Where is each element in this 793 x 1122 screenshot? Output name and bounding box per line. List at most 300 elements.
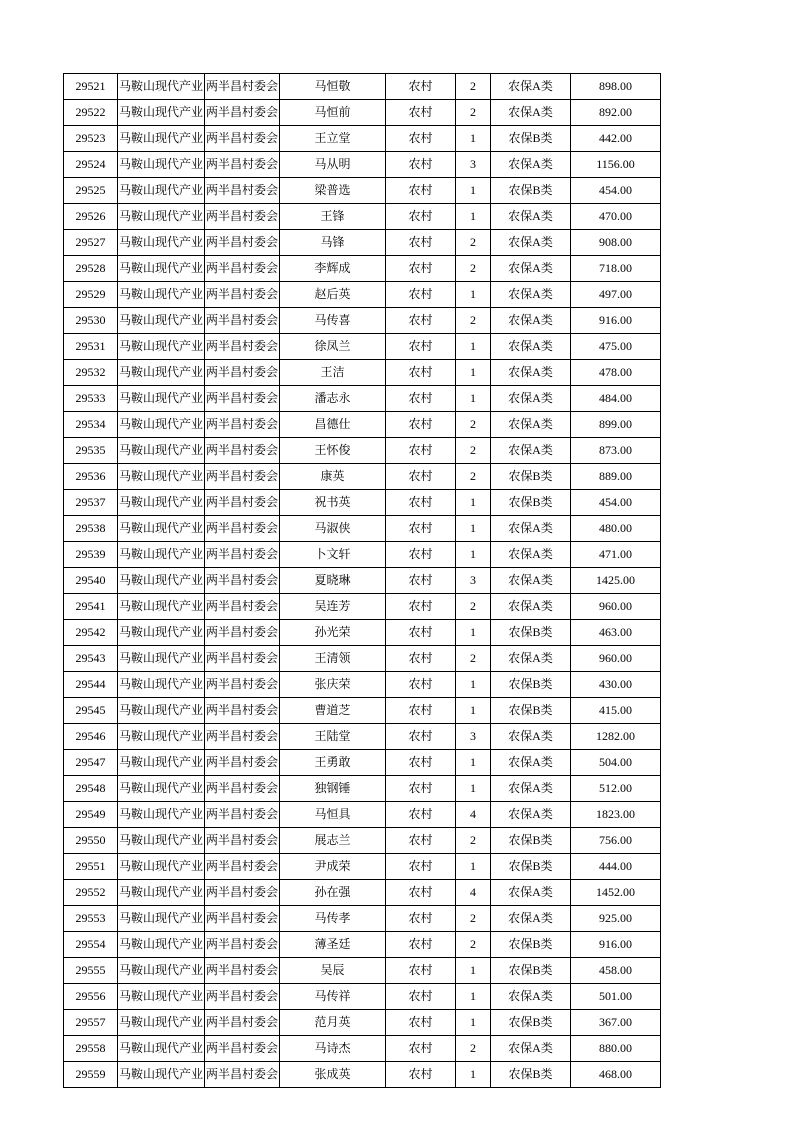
cell-village: 两半昌村委会: [205, 204, 280, 230]
cell-id: 29536: [64, 464, 118, 490]
cell-id: 29533: [64, 386, 118, 412]
table-row: [64, 334, 661, 360]
table-body: [64, 74, 661, 1088]
cell-name: 张成英: [280, 1062, 386, 1088]
cell-category: 农保A类: [491, 74, 571, 100]
cell-count: 2: [456, 906, 491, 932]
cell-id: 29525: [64, 178, 118, 204]
cell-amount: 718.00: [571, 256, 661, 282]
cell-type: 农村: [386, 750, 456, 776]
cell-name: 王洁: [280, 360, 386, 386]
cell-amount: 475.00: [571, 334, 661, 360]
cell-zone: 马鞍山现代产业: [118, 230, 205, 256]
cell-village: 两半昌村委会: [205, 880, 280, 906]
cell-amount: 497.00: [571, 282, 661, 308]
cell-amount: 898.00: [571, 74, 661, 100]
table-row: [64, 74, 661, 100]
table-row: [64, 282, 661, 308]
cell-zone: 马鞍山现代产业: [118, 620, 205, 646]
cell-type: 农村: [386, 594, 456, 620]
cell-village: 两半昌村委会: [205, 854, 280, 880]
cell-village: 两半昌村委会: [205, 490, 280, 516]
cell-count: 2: [456, 438, 491, 464]
cell-category: 农保B类: [491, 126, 571, 152]
cell-count: 1: [456, 204, 491, 230]
cell-category: 农保B类: [491, 828, 571, 854]
cell-id: 29528: [64, 256, 118, 282]
cell-name: 赵后英: [280, 282, 386, 308]
cell-category: 农保B类: [491, 464, 571, 490]
cell-name: 吴连芳: [280, 594, 386, 620]
cell-type: 农村: [386, 230, 456, 256]
cell-category: 农保A类: [491, 438, 571, 464]
table-row: [64, 568, 661, 594]
cell-name: 马锋: [280, 230, 386, 256]
cell-id: 29559: [64, 1062, 118, 1088]
cell-count: 2: [456, 100, 491, 126]
cell-count: 1: [456, 620, 491, 646]
cell-count: 2: [456, 646, 491, 672]
cell-id: 29540: [64, 568, 118, 594]
cell-zone: 马鞍山现代产业: [118, 412, 205, 438]
cell-village: 两半昌村委会: [205, 334, 280, 360]
cell-count: 1: [456, 178, 491, 204]
cell-zone: 马鞍山现代产业: [118, 256, 205, 282]
cell-count: 2: [456, 828, 491, 854]
cell-category: 农保A类: [491, 984, 571, 1010]
cell-zone: 马鞍山现代产业: [118, 958, 205, 984]
cell-village: 两半昌村委会: [205, 958, 280, 984]
cell-id: 29524: [64, 152, 118, 178]
cell-id: 29541: [64, 594, 118, 620]
cell-category: 农保A类: [491, 568, 571, 594]
cell-id: 29521: [64, 74, 118, 100]
cell-count: 1: [456, 282, 491, 308]
cell-category: 农保A类: [491, 802, 571, 828]
table-row: [64, 1062, 661, 1088]
cell-type: 农村: [386, 906, 456, 932]
table-row: [64, 698, 661, 724]
table-row: [64, 360, 661, 386]
table-row: [64, 542, 661, 568]
cell-amount: 468.00: [571, 1062, 661, 1088]
cell-amount: 478.00: [571, 360, 661, 386]
table-row: [64, 230, 661, 256]
cell-village: 两半昌村委会: [205, 412, 280, 438]
cell-count: 1: [456, 126, 491, 152]
table-row: [64, 308, 661, 334]
cell-type: 农村: [386, 724, 456, 750]
cell-type: 农村: [386, 490, 456, 516]
cell-type: 农村: [386, 386, 456, 412]
cell-zone: 马鞍山现代产业: [118, 490, 205, 516]
cell-name: 马传喜: [280, 308, 386, 334]
cell-name: 展志兰: [280, 828, 386, 854]
cell-id: 29551: [64, 854, 118, 880]
cell-amount: 925.00: [571, 906, 661, 932]
cell-village: 两半昌村委会: [205, 776, 280, 802]
cell-village: 两半昌村委会: [205, 984, 280, 1010]
cell-type: 农村: [386, 152, 456, 178]
cell-village: 两半昌村委会: [205, 1062, 280, 1088]
cell-type: 农村: [386, 412, 456, 438]
cell-category: 农保A类: [491, 1036, 571, 1062]
cell-amount: 463.00: [571, 620, 661, 646]
cell-village: 两半昌村委会: [205, 100, 280, 126]
cell-zone: 马鞍山现代产业: [118, 1062, 205, 1088]
cell-type: 农村: [386, 308, 456, 334]
cell-count: 1: [456, 542, 491, 568]
cell-amount: 899.00: [571, 412, 661, 438]
cell-type: 农村: [386, 542, 456, 568]
cell-category: 农保A类: [491, 880, 571, 906]
cell-category: 农保B类: [491, 698, 571, 724]
cell-zone: 马鞍山现代产业: [118, 776, 205, 802]
table-row: [64, 1036, 661, 1062]
cell-amount: 1823.00: [571, 802, 661, 828]
cell-type: 农村: [386, 880, 456, 906]
cell-name: 曹道芝: [280, 698, 386, 724]
cell-count: 1: [456, 490, 491, 516]
table-row: [64, 100, 661, 126]
cell-village: 两半昌村委会: [205, 386, 280, 412]
cell-name: 吴辰: [280, 958, 386, 984]
cell-name: 王清领: [280, 646, 386, 672]
cell-amount: 454.00: [571, 178, 661, 204]
cell-id: 29531: [64, 334, 118, 360]
cell-id: 29527: [64, 230, 118, 256]
cell-count: 2: [456, 230, 491, 256]
cell-amount: 916.00: [571, 932, 661, 958]
table-row: [64, 516, 661, 542]
cell-category: 农保A类: [491, 594, 571, 620]
table-row: [64, 828, 661, 854]
cell-zone: 马鞍山现代产业: [118, 672, 205, 698]
cell-type: 农村: [386, 464, 456, 490]
cell-type: 农村: [386, 334, 456, 360]
table-row: [64, 412, 661, 438]
cell-id: 29547: [64, 750, 118, 776]
cell-count: 3: [456, 568, 491, 594]
cell-id: 29535: [64, 438, 118, 464]
cell-zone: 马鞍山现代产业: [118, 698, 205, 724]
cell-count: 3: [456, 724, 491, 750]
cell-amount: 454.00: [571, 490, 661, 516]
cell-type: 农村: [386, 74, 456, 100]
cell-name: 马恒前: [280, 100, 386, 126]
cell-count: 1: [456, 776, 491, 802]
cell-name: 范月英: [280, 1010, 386, 1036]
cell-name: 王锋: [280, 204, 386, 230]
cell-id: 29522: [64, 100, 118, 126]
cell-category: 农保B类: [491, 1062, 571, 1088]
cell-amount: 444.00: [571, 854, 661, 880]
cell-name: 马恒敬: [280, 74, 386, 100]
cell-category: 农保A类: [491, 334, 571, 360]
table-row: [64, 854, 661, 880]
cell-type: 农村: [386, 438, 456, 464]
cell-category: 农保B类: [491, 490, 571, 516]
cell-amount: 430.00: [571, 672, 661, 698]
cell-village: 两半昌村委会: [205, 256, 280, 282]
table-row: [64, 672, 661, 698]
table-row: [64, 750, 661, 776]
cell-zone: 马鞍山现代产业: [118, 464, 205, 490]
cell-category: 农保A类: [491, 542, 571, 568]
cell-id: 29558: [64, 1036, 118, 1062]
cell-count: 1: [456, 698, 491, 724]
cell-category: 农保A类: [491, 256, 571, 282]
table-row: [64, 464, 661, 490]
cell-count: 4: [456, 802, 491, 828]
table-row: [64, 256, 661, 282]
cell-amount: 889.00: [571, 464, 661, 490]
cell-name: 昌德仕: [280, 412, 386, 438]
cell-id: 29557: [64, 1010, 118, 1036]
cell-amount: 504.00: [571, 750, 661, 776]
cell-type: 农村: [386, 854, 456, 880]
cell-amount: 892.00: [571, 100, 661, 126]
cell-name: 马传孝: [280, 906, 386, 932]
cell-category: 农保A类: [491, 750, 571, 776]
cell-count: 2: [456, 74, 491, 100]
cell-name: 马传祥: [280, 984, 386, 1010]
cell-count: 1: [456, 854, 491, 880]
cell-amount: 873.00: [571, 438, 661, 464]
cell-zone: 马鞍山现代产业: [118, 880, 205, 906]
cell-village: 两半昌村委会: [205, 828, 280, 854]
cell-type: 农村: [386, 932, 456, 958]
cell-name: 徐凤兰: [280, 334, 386, 360]
cell-category: 农保A类: [491, 230, 571, 256]
cell-count: 1: [456, 386, 491, 412]
cell-village: 两半昌村委会: [205, 74, 280, 100]
cell-amount: 480.00: [571, 516, 661, 542]
cell-village: 两半昌村委会: [205, 438, 280, 464]
table-row: [64, 802, 661, 828]
cell-village: 两半昌村委会: [205, 126, 280, 152]
cell-village: 两半昌村委会: [205, 152, 280, 178]
cell-count: 2: [456, 256, 491, 282]
cell-village: 两半昌村委会: [205, 360, 280, 386]
table-row: [64, 984, 661, 1010]
cell-name: 王勇敢: [280, 750, 386, 776]
cell-type: 农村: [386, 958, 456, 984]
cell-category: 农保A类: [491, 360, 571, 386]
cell-category: 农保B类: [491, 854, 571, 880]
cell-type: 农村: [386, 802, 456, 828]
cell-name: 王陆堂: [280, 724, 386, 750]
cell-count: 1: [456, 1010, 491, 1036]
cell-type: 农村: [386, 1036, 456, 1062]
cell-id: 29538: [64, 516, 118, 542]
cell-zone: 马鞍山现代产业: [118, 724, 205, 750]
cell-count: 2: [456, 932, 491, 958]
cell-id: 29526: [64, 204, 118, 230]
cell-type: 农村: [386, 360, 456, 386]
cell-type: 农村: [386, 672, 456, 698]
cell-zone: 马鞍山现代产业: [118, 542, 205, 568]
table-row: [64, 958, 661, 984]
cell-id: 29539: [64, 542, 118, 568]
cell-zone: 马鞍山现代产业: [118, 984, 205, 1010]
cell-name: 张庆荣: [280, 672, 386, 698]
cell-zone: 马鞍山现代产业: [118, 308, 205, 334]
cell-zone: 马鞍山现代产业: [118, 906, 205, 932]
cell-amount: 484.00: [571, 386, 661, 412]
table-row: [64, 776, 661, 802]
cell-id: 29555: [64, 958, 118, 984]
table-row: [64, 1010, 661, 1036]
cell-amount: 501.00: [571, 984, 661, 1010]
cell-village: 两半昌村委会: [205, 1036, 280, 1062]
cell-id: 29549: [64, 802, 118, 828]
cell-name: 王立堂: [280, 126, 386, 152]
cell-zone: 马鞍山现代产业: [118, 178, 205, 204]
cell-amount: 1452.00: [571, 880, 661, 906]
cell-zone: 马鞍山现代产业: [118, 152, 205, 178]
cell-amount: 367.00: [571, 1010, 661, 1036]
table-row: [64, 646, 661, 672]
cell-count: 2: [456, 308, 491, 334]
cell-category: 农保A类: [491, 386, 571, 412]
table-row: [64, 880, 661, 906]
cell-village: 两半昌村委会: [205, 620, 280, 646]
cell-amount: 960.00: [571, 594, 661, 620]
cell-amount: 1156.00: [571, 152, 661, 178]
cell-category: 农保A类: [491, 776, 571, 802]
cell-amount: 442.00: [571, 126, 661, 152]
cell-count: 2: [456, 594, 491, 620]
cell-type: 农村: [386, 646, 456, 672]
table-row: [64, 906, 661, 932]
cell-amount: 415.00: [571, 698, 661, 724]
cell-name: 独钢锤: [280, 776, 386, 802]
cell-id: 29537: [64, 490, 118, 516]
cell-name: 祝书英: [280, 490, 386, 516]
cell-id: 29548: [64, 776, 118, 802]
cell-category: 农保A类: [491, 308, 571, 334]
cell-village: 两半昌村委会: [205, 698, 280, 724]
cell-id: 29545: [64, 698, 118, 724]
cell-zone: 马鞍山现代产业: [118, 568, 205, 594]
cell-category: 农保B类: [491, 620, 571, 646]
cell-amount: 458.00: [571, 958, 661, 984]
cell-amount: 1282.00: [571, 724, 661, 750]
cell-village: 两半昌村委会: [205, 308, 280, 334]
cell-village: 两半昌村委会: [205, 724, 280, 750]
cell-name: 夏晓琳: [280, 568, 386, 594]
cell-count: 2: [456, 464, 491, 490]
cell-village: 两半昌村委会: [205, 672, 280, 698]
cell-zone: 马鞍山现代产业: [118, 516, 205, 542]
cell-name: 李辉成: [280, 256, 386, 282]
cell-amount: 756.00: [571, 828, 661, 854]
cell-amount: 916.00: [571, 308, 661, 334]
cell-id: 29542: [64, 620, 118, 646]
cell-type: 农村: [386, 568, 456, 594]
cell-type: 农村: [386, 984, 456, 1010]
cell-zone: 马鞍山现代产业: [118, 360, 205, 386]
cell-id: 29544: [64, 672, 118, 698]
cell-name: 马从明: [280, 152, 386, 178]
cell-village: 两半昌村委会: [205, 646, 280, 672]
cell-category: 农保A类: [491, 282, 571, 308]
table-row: [64, 152, 661, 178]
cell-village: 两半昌村委会: [205, 802, 280, 828]
cell-id: 29532: [64, 360, 118, 386]
cell-name: 孙在强: [280, 880, 386, 906]
cell-village: 两半昌村委会: [205, 282, 280, 308]
table-row: [64, 620, 661, 646]
cell-count: 1: [456, 334, 491, 360]
cell-type: 农村: [386, 1010, 456, 1036]
cell-village: 两半昌村委会: [205, 542, 280, 568]
cell-name: 梁普选: [280, 178, 386, 204]
cell-zone: 马鞍山现代产业: [118, 126, 205, 152]
cell-amount: 880.00: [571, 1036, 661, 1062]
cell-id: 29543: [64, 646, 118, 672]
cell-type: 农村: [386, 126, 456, 152]
cell-village: 两半昌村委会: [205, 906, 280, 932]
cell-category: 农保A类: [491, 152, 571, 178]
cell-name: 孙光荣: [280, 620, 386, 646]
cell-village: 两半昌村委会: [205, 230, 280, 256]
cell-zone: 马鞍山现代产业: [118, 750, 205, 776]
cell-count: 2: [456, 412, 491, 438]
cell-id: 29553: [64, 906, 118, 932]
cell-zone: 马鞍山现代产业: [118, 100, 205, 126]
cell-amount: 1425.00: [571, 568, 661, 594]
cell-category: 农保B类: [491, 958, 571, 984]
cell-zone: 马鞍山现代产业: [118, 802, 205, 828]
cell-type: 农村: [386, 1062, 456, 1088]
cell-village: 两半昌村委会: [205, 750, 280, 776]
cell-category: 农保A类: [491, 204, 571, 230]
cell-count: 1: [456, 750, 491, 776]
cell-count: 1: [456, 516, 491, 542]
cell-id: 29556: [64, 984, 118, 1010]
cell-zone: 马鞍山现代产业: [118, 854, 205, 880]
cell-category: 农保A类: [491, 646, 571, 672]
cell-count: 1: [456, 1062, 491, 1088]
cell-id: 29534: [64, 412, 118, 438]
table-row: [64, 594, 661, 620]
table-row: [64, 126, 661, 152]
cell-type: 农村: [386, 828, 456, 854]
cell-name: 康英: [280, 464, 386, 490]
cell-id: 29552: [64, 880, 118, 906]
cell-amount: 471.00: [571, 542, 661, 568]
cell-count: 1: [456, 672, 491, 698]
cell-name: 马恒具: [280, 802, 386, 828]
cell-zone: 马鞍山现代产业: [118, 1036, 205, 1062]
cell-zone: 马鞍山现代产业: [118, 438, 205, 464]
cell-type: 农村: [386, 100, 456, 126]
cell-type: 农村: [386, 282, 456, 308]
cell-type: 农村: [386, 620, 456, 646]
cell-zone: 马鞍山现代产业: [118, 1010, 205, 1036]
cell-zone: 马鞍山现代产业: [118, 646, 205, 672]
cell-village: 两半昌村委会: [205, 516, 280, 542]
cell-village: 两半昌村委会: [205, 932, 280, 958]
cell-name: 马淑侠: [280, 516, 386, 542]
cell-count: 3: [456, 152, 491, 178]
cell-category: 农保A类: [491, 724, 571, 750]
cell-zone: 马鞍山现代产业: [118, 594, 205, 620]
table-row: [64, 438, 661, 464]
cell-amount: 470.00: [571, 204, 661, 230]
